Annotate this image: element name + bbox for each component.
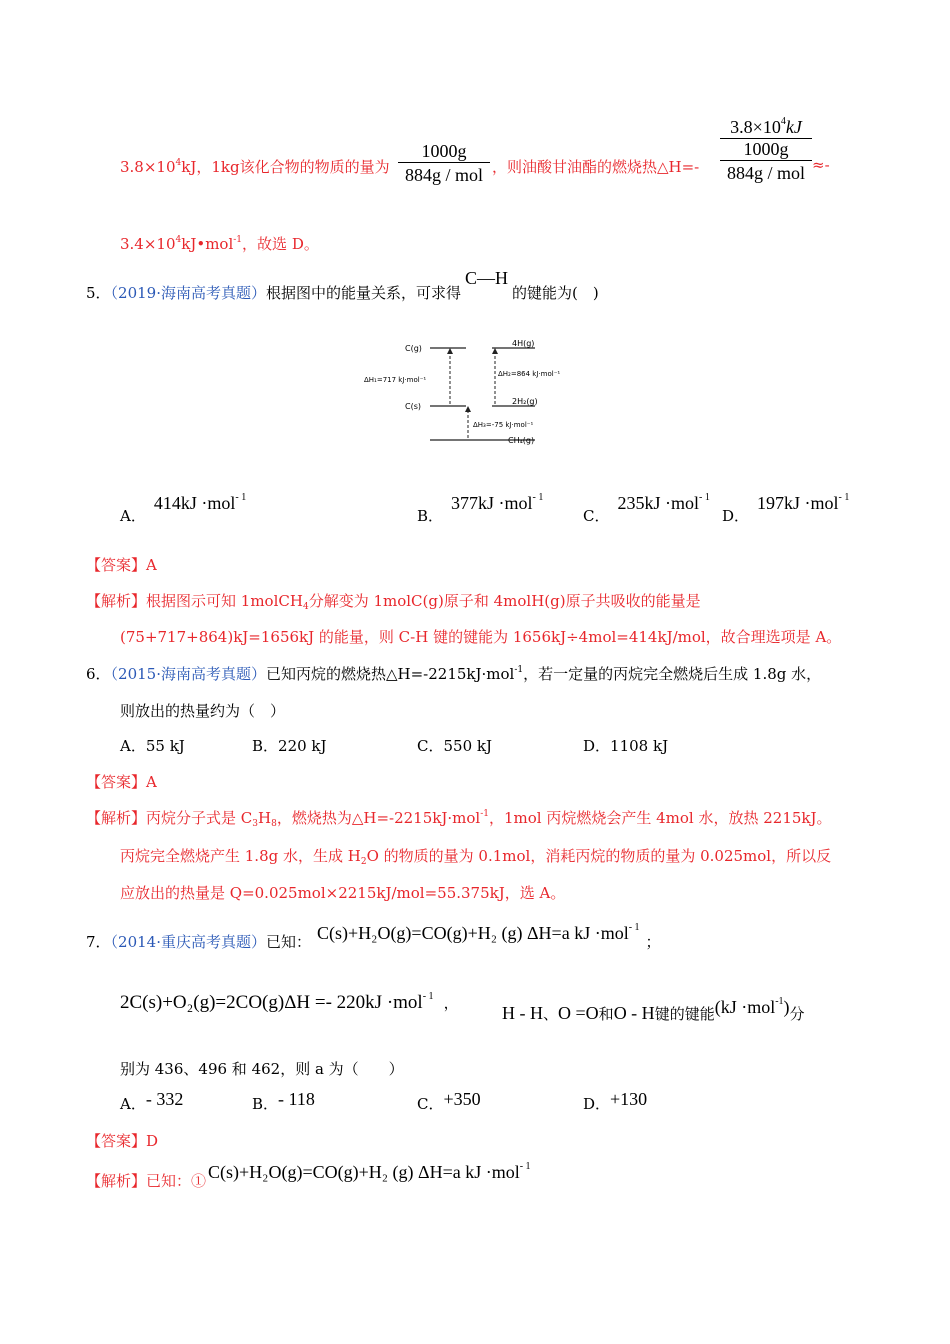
- q4-fraction-heat: $3.8\times 10^4kJ$ 1000g 884g / mol: [720, 117, 812, 184]
- q6-analysis-1: 【解析】丙烷分子式是 $C_3H_8$，燃烧热为△H=-2215kJ·mol$^{-1}$，1mol 丙烷燃烧会产生 4mol 水，放热 2215kJ。: [86, 809, 832, 829]
- label-c-g: C(g): [405, 344, 422, 353]
- q6-analysis-3: 应放出的热量是 Q=0.025mol×2215kJ/mol=55.375kJ，选 A。: [120, 884, 566, 902]
- q7-option-c[interactable]: C．+350: [417, 1089, 481, 1113]
- label-c-s: C(s): [405, 402, 421, 411]
- q4-line1-start: $3.8\times 10^4kJ$，1kg该化合物的物质的量为: [120, 158, 390, 176]
- q5-option-d[interactable]: D．197kJ ·mol$^{- 1}$: [722, 492, 850, 525]
- q7-stem-2: 别为 436、496 和 462，则 a 为（ ）: [120, 1060, 404, 1078]
- q7-option-a[interactable]: A．- 332: [120, 1089, 184, 1113]
- q7-stem: 7．（2014·重庆高考真题）已知： C(s)+H₂O(g)=CO(g)+H₂ (g) ΔH=a kJ ·mol$^{- 1}$；: [86, 922, 661, 951]
- q6-stem-2: 则放出的热量约为（ ）: [120, 702, 286, 720]
- q5-option-a[interactable]: A．414kJ ·mol$^{- 1}$: [120, 492, 247, 525]
- q4-line2: $3.4\times 10^4kJ•mol^{-1}$，故选 D。: [120, 235, 319, 253]
- q4-approx: ≈-: [812, 156, 830, 174]
- energy-diagram: [360, 332, 600, 452]
- q5-stem: 5．（2019·海南高考真题）根据图中的能量关系，可求得C—H的键能为( ): [86, 268, 599, 302]
- label-dh3: ΔH₃=-75 kJ·mol⁻¹: [473, 421, 534, 429]
- q6-option-b[interactable]: B．220 kJ: [252, 737, 327, 755]
- label-dh1: ΔH₁=717 kJ·mol⁻¹: [364, 376, 427, 384]
- q5-option-b[interactable]: B．377kJ ·mol$^{- 1}$: [417, 492, 544, 525]
- q6-option-d[interactable]: D．1108 kJ: [583, 737, 669, 755]
- label-4h: 4H(g): [512, 339, 535, 348]
- q4-line1-mid: ，则油酸甘油酯的燃烧热△H=-: [492, 158, 700, 176]
- q6-analysis-2: 丙烷完全燃烧产生 1.8g 水，生成 $H_2O$ 的物质的量为 0.1mol，消耗丙烷的物质的量为 0.025mol，所以反: [120, 847, 832, 867]
- label-2h2: 2H₂(g): [512, 397, 538, 406]
- q6-option-c[interactable]: C．550 kJ: [417, 737, 492, 755]
- q7-option-b[interactable]: B．- 118: [252, 1089, 315, 1113]
- q7-answer: 【答案】D: [86, 1132, 159, 1150]
- label-dh2: ΔH₂=864 kJ·mol⁻¹: [498, 370, 561, 378]
- q6-option-a[interactable]: A．55 kJ: [120, 737, 185, 755]
- q6-answer: 【答案】A: [86, 773, 157, 791]
- q6-stem: 6．（2015·海南高考真题）已知丙烷的燃烧热△H=-2215kJ·mol$^{-1}$，若一定量的丙烷完全燃烧后生成 1.8g 水，: [86, 665, 822, 683]
- q7-option-d[interactable]: D．+130: [583, 1089, 648, 1113]
- q7-bonds: H - H、O =O和O - H键的键能(kJ ·mol$^{-1}$)分: [502, 996, 805, 1023]
- q5-analysis-2: (75+717+864)kJ=1656kJ 的能量，则 C-H 键的键能为 1656kJ÷4mol=414kJ/mol，故合理选项是 A。: [120, 628, 842, 646]
- q5-option-c[interactable]: C．235kJ ·mol$^{- 1}$: [583, 492, 710, 525]
- label-ch4: CH₄(g): [508, 436, 535, 445]
- q5-answer: 【答案】A: [86, 556, 157, 574]
- q4-fraction-moles: 1000g 884g / mol: [398, 141, 490, 186]
- q7-analysis: 【解析】已知：① C(s)+H₂O(g)=CO(g)+H₂ (g) ΔH=a kJ ·mol$^{- 1}$: [86, 1161, 531, 1190]
- q7-equation-2: 2C(s)+O₂(g)=2CO(g)ΔH =- 220kJ ·mol$^{- 1}$ ，: [120, 991, 459, 1013]
- q5-analysis-1: 【解析】根据图示可知 1molCH$_4$分解变为 1molC(g)原子和 4molH(g)原子共吸收的能量是: [86, 592, 701, 612]
